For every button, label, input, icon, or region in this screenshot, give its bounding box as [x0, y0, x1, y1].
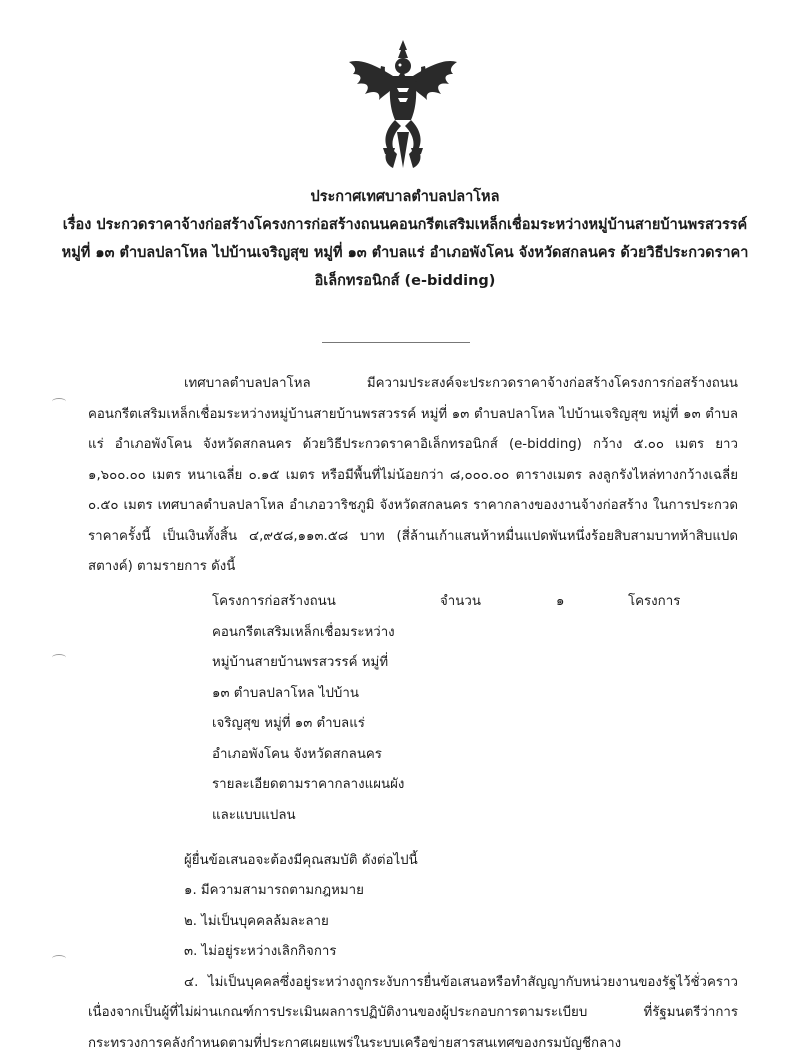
project-quantity-label: จำนวน [440, 587, 481, 618]
qualification-item: ๓. ไม่อยู่ระหว่างเลิกกิจการ [88, 937, 738, 968]
project-name-line: อำเภอพังโคน จังหวัดสกลนคร [212, 740, 412, 771]
project-name-line: รายละเอียดตามราคากลางแผนผัง [212, 770, 412, 801]
qualification-item: ๑. มีความสามารถตามกฎหมาย [88, 876, 738, 907]
qualification-item: ๒. ไม่เป็นบุคคลล้มละลาย [88, 907, 738, 938]
project-name-line: เจริญสุข หมู่ที่ ๑๓ ตำบลแร่ [212, 709, 412, 740]
margin-mark [52, 398, 66, 405]
project-name-line: คอนกรีตเสริมเหล็กเชื่อมระหว่าง [212, 618, 412, 649]
project-quantity: ๑ [556, 587, 564, 618]
project-name-line: โครงการก่อสร้างถนน [212, 587, 412, 618]
project-name-line: ๑๓ ตำบลปลาโหล ไปบ้าน [212, 679, 412, 710]
qualification-item: ๔. ไม่เป็นบุคคลซึ่งอยู่ระหว่างถูกระงับการยื่นข้อเสนอหรือทำสัญญากับหน่วยงานของรัฐไว้ชั่วคราว เนื่องจากเป็นผู้ที่ไม่ผ่านเกณฑ์การประเมินผลการปฏิบัติงานของผู้ประกอบการตามระเบียบ ที่รัฐมนตรีว่าการกระทรวงการคลังกำหนดตามที่ประกาศเผยแพร่ในระบบเครือข่ายสารสนเทศของกรมบัญชีกลาง [88, 968, 738, 1059]
announcement-subject: เรื่อง ประกวดราคาจ้างก่อสร้างโครงการก่อสร้างถนนคอนกรีตเสริมเหล็กเชื่อมระหว่างหมู่บ้านสายบ้านพรสวรรค์ หมู่ที่ ๑๓ ตำบลปลาโหล ไปบ้านเจริญสุข หมู่ที่ ๑๓ ตำบลแร่ อำเภอพังโคน จังหวัดสกลนคร ด้วยวิธีประกวดราคาอิเล็กทรอนิกส์ (e-bidding) [60, 211, 750, 295]
project-name-line: และแบบแปลน [212, 801, 412, 832]
announcement-title: ประกาศเทศบาลตำบลปลาโหล [60, 183, 750, 211]
intro-paragraph: เทศบาลตำบลปลาโหล มีความประสงค์จะประกวดราคาจ้างก่อสร้างโครงการก่อสร้างถนนคอนกรีตเสริมเหล็กเชื่อมระหว่างหมู่บ้านสายบ้านพรสวรรค์ หมู่ที่ ๑๓ ตำบลปลาโหล ไปบ้านเจริญสุข หมู่ที่ ๑๓ ตำบลแร่ อำเภอพังโคน จังหวัดสกลนคร ด้วยวิธีประกวดราคาอิเล็กทรอนิกส์ (e-bidding) กว้าง ๕.๐๐ เมตร ยาว ๑,๖๐๐.๐๐ เมตร หนาเฉลี่ย ๐.๑๕ เมตร หรือมีพื้นที่ไม่น้อยกว่า ๘,๐๐๐.๐๐ ตารางเมตร ลงลูกรังไหล่ทางกว้างเฉลี่ย ๐.๕๐ เมตร เทศบาลตำบลปลาโหล อำเภอวาริชภูมิ จังหวัดสกลนคร ราคากลางของงานจ้างก่อสร้าง ในการประกวดราคาครั้งนี้ เป็นเงินทั้งสิ้น ๔,๙๕๘,๑๑๓.๕๘ บาท (สี่ล้านเก้าแสนห้าหมื่นแปดพันหนึ่งร้อยสิบสามบาทห้าสิบแปดสตางค์) ตามรายการ ดังนี้ [88, 369, 738, 583]
project-name-line: หมู่บ้านสายบ้านพรสวรรค์ หมู่ที่ [212, 648, 412, 679]
margin-mark [52, 654, 66, 661]
project-name [212, 587, 412, 831]
qualifications-list [88, 876, 738, 1059]
project-unit: โครงการ [628, 587, 680, 618]
margin-mark [52, 955, 66, 962]
header-divider [322, 342, 470, 343]
garuda-emblem-icon [343, 36, 463, 174]
qualifications-heading: ผู้ยื่นข้อเสนอจะต้องมีคุณสมบัติ ดังต่อไปนี้ [184, 846, 418, 876]
